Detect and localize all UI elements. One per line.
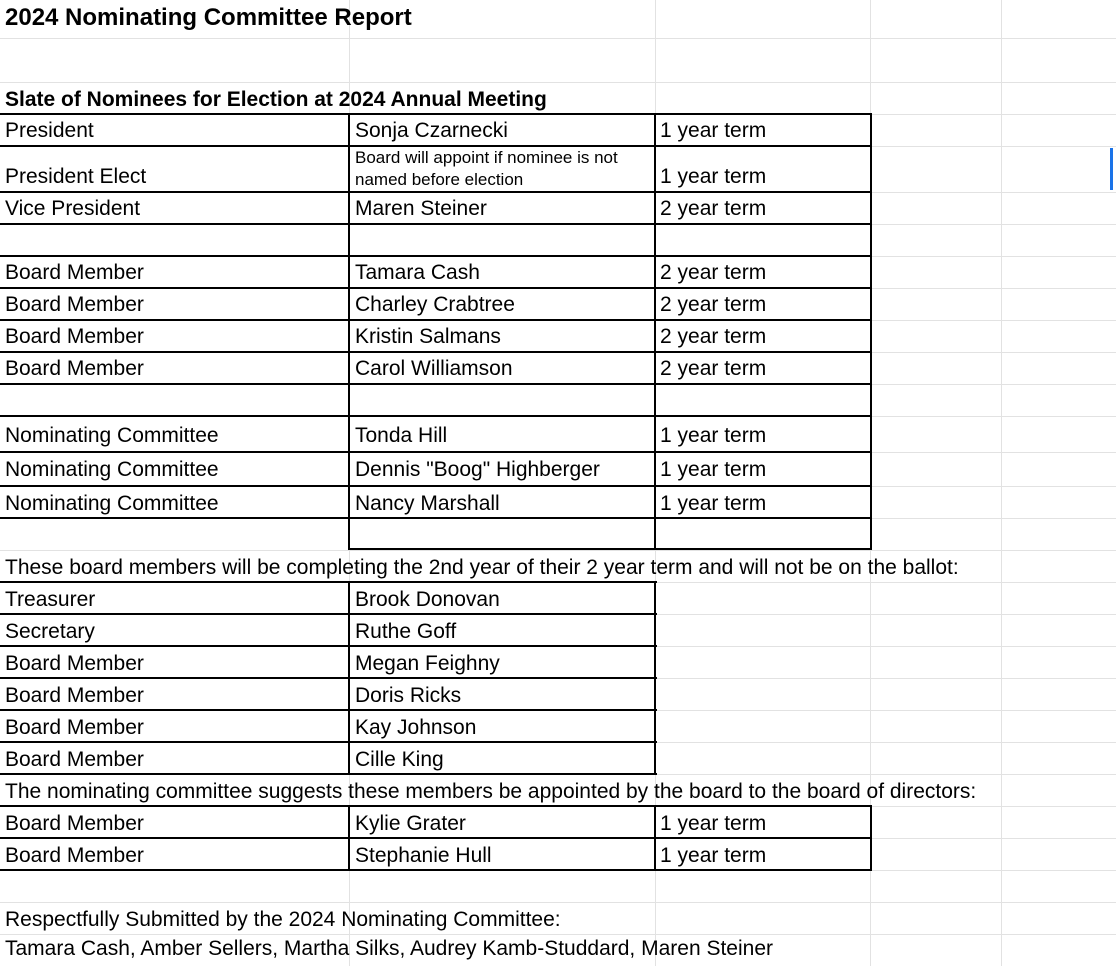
slate-heading: Slate of Nominees for Election at 2024 Annual Meeting [5, 88, 547, 111]
grid-row-line [0, 38, 1116, 39]
term-cell[interactable]: 1 year term [660, 119, 767, 142]
term-cell[interactable]: 1 year term [660, 844, 767, 867]
office-cell[interactable]: Treasurer [5, 588, 96, 611]
footer-submitted-by: Respectfully Submitted by the 2024 Nominating Committee: [5, 908, 561, 931]
office-cell[interactable]: Secretary [5, 620, 95, 643]
page-title: 2024 Nominating Committee Report [5, 4, 412, 31]
nominee-cell[interactable]: Carol Williamson [355, 357, 513, 380]
office-cell[interactable]: President Elect [5, 165, 147, 188]
term-cell[interactable]: 1 year term [660, 492, 767, 515]
nominee-cell[interactable]: Maren Steiner [355, 197, 487, 220]
nominee-cell[interactable]: Dennis "Boog" Highberger [355, 458, 600, 481]
term-cell[interactable]: 1 year term [660, 165, 767, 188]
member-cell[interactable]: Ruthe Goff [355, 620, 457, 643]
member-cell[interactable]: Cille King [355, 748, 444, 771]
appoint-heading: The nominating committee suggests these members be appointed by the board to the board of directors: [5, 780, 977, 803]
grid-col-line [1001, 0, 1002, 966]
member-cell[interactable]: Kay Johnson [355, 716, 477, 739]
nominee-cell[interactable]: Sonja Czarnecki [355, 119, 508, 142]
continuing-heading: These board members will be completing the 2nd year of their 2 year term and will not be on the ballot: [5, 556, 959, 579]
term-cell[interactable]: 2 year term [660, 357, 767, 380]
nominee-cell[interactable]: Charley Crabtree [355, 293, 515, 316]
office-cell[interactable]: Board Member [5, 844, 144, 867]
term-cell[interactable]: 2 year term [660, 293, 767, 316]
office-cell[interactable]: Vice President [5, 197, 141, 220]
office-cell[interactable]: Nominating Committee [5, 458, 219, 481]
office-cell[interactable]: Board Member [5, 748, 144, 771]
term-cell[interactable]: 1 year term [660, 812, 767, 835]
office-cell[interactable]: President [5, 119, 94, 142]
office-cell[interactable]: Board Member [5, 357, 144, 380]
term-cell[interactable]: 2 year term [660, 197, 767, 220]
nominee-note-cell[interactable]: Board will appoint if nominee is not named before election [355, 148, 618, 189]
term-cell[interactable]: 2 year term [660, 325, 767, 348]
office-cell[interactable]: Board Member [5, 261, 144, 284]
selected-cell-indicator [1110, 148, 1113, 190]
term-cell[interactable]: 1 year term [660, 424, 767, 447]
term-cell[interactable]: 1 year term [660, 458, 767, 481]
member-cell[interactable]: Megan Feighny [355, 652, 500, 675]
office-cell[interactable]: Board Member [5, 293, 144, 316]
grid-row-line [0, 550, 1116, 551]
office-cell[interactable]: Board Member [5, 652, 144, 675]
grid-row-line [0, 934, 1116, 935]
grid-row-line [0, 82, 1116, 83]
term-cell[interactable]: 2 year term [660, 261, 767, 284]
office-cell[interactable]: Nominating Committee [5, 424, 219, 447]
nominee-cell[interactable]: Tonda Hill [355, 424, 448, 447]
grid-row-line [0, 902, 1116, 903]
nominee-cell[interactable]: Tamara Cash [355, 261, 480, 284]
appointee-cell[interactable]: Kylie Grater [355, 812, 466, 835]
member-cell[interactable]: Brook Donovan [355, 588, 500, 611]
nominee-cell[interactable]: Kristin Salmans [355, 325, 501, 348]
office-cell[interactable]: Board Member [5, 325, 144, 348]
office-cell[interactable]: Board Member [5, 716, 144, 739]
office-cell[interactable]: Nominating Committee [5, 492, 219, 515]
office-cell[interactable]: Board Member [5, 812, 144, 835]
office-cell[interactable]: Board Member [5, 684, 144, 707]
member-cell[interactable]: Doris Ricks [355, 684, 462, 707]
appointee-cell[interactable]: Stephanie Hull [355, 844, 492, 867]
footer-committee-names: Tamara Cash, Amber Sellers, Martha Silks, Audrey Kamb-Studdard, Maren Steiner [5, 937, 773, 960]
nominee-cell[interactable]: Nancy Marshall [355, 492, 500, 515]
